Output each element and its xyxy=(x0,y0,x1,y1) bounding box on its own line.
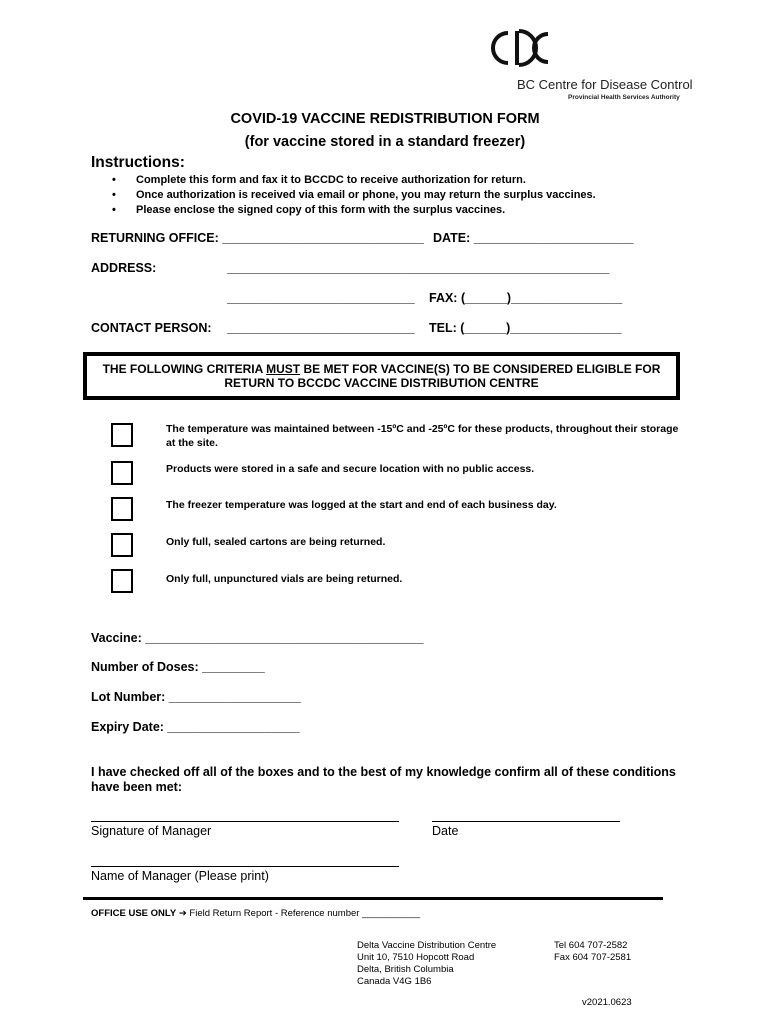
number-of-doses-field[interactable]: Number of Doses: _________ xyxy=(91,660,265,674)
instructions-heading: Instructions: xyxy=(91,154,185,171)
address-line: Canada V4G 1B6 xyxy=(357,976,432,987)
criteria-checkbox-cartons[interactable] xyxy=(111,533,133,557)
distribution-centre-address xyxy=(357,940,496,988)
arrow-right-icon: ➔ xyxy=(178,908,187,919)
criteria-item-storage: Products were stored in a safe and secure location with no public access. xyxy=(166,463,535,475)
centre-tel: Tel 604 707-2582 xyxy=(554,940,628,951)
criteria-heading-box xyxy=(83,352,680,400)
tel-field[interactable]: TEL: (______)________________ xyxy=(429,321,622,335)
manager-name-label: Name of Manager (Please print) xyxy=(91,869,269,883)
vaccine-field[interactable]: Vaccine: ________________________________________ xyxy=(91,631,424,645)
footer-divider xyxy=(83,897,663,900)
instruction-item: • Once authorization is received via email or phone, you may return the surplus vaccines. xyxy=(112,188,596,203)
contact-person-label: CONTACT PERSON: xyxy=(91,321,212,335)
criteria-checkbox-temperature[interactable] xyxy=(111,423,133,447)
address-line: Delta Vaccine Distribution Centre xyxy=(357,940,497,951)
lot-number-field[interactable]: Lot Number: ___________________ xyxy=(91,690,301,704)
logo-subtitle: Provincial Health Services Authority xyxy=(568,94,680,101)
signature-date-label: Date xyxy=(432,824,459,838)
signature-date-line[interactable] xyxy=(432,821,620,822)
criteria-item-vials: Only full, unpunctured vials are being returned. xyxy=(166,573,403,585)
form-subtitle: (for vaccine stored in a standard freezer) xyxy=(244,134,526,150)
criteria-item-temperature: The temperature was maintained between -15ºC and -25ºC for these products, throughout their storage at the site. xyxy=(166,423,679,449)
confirmation-statement: I have checked off all of the boxes and to the best of my knowledge confirm all of these conditions have been met: xyxy=(91,765,676,794)
bccdc-logo xyxy=(486,28,562,68)
instructions-list xyxy=(112,173,596,218)
signature-label: Signature of Manager xyxy=(91,824,212,838)
contact-numbers xyxy=(554,940,631,964)
criteria-heading: THE FOLLOWING CRITERIA MUST BE MET FOR VACCINE(S) TO BE CONSIDERED ELIGIBLE FOR RETURN TO BCCDC VACCINE DISTRIBUTION CENTRE xyxy=(102,362,661,390)
address-line: Unit 10, 7510 Hopcott Road xyxy=(357,952,475,963)
criteria-checkbox-log[interactable] xyxy=(111,497,133,521)
form-version: v2021.0623 xyxy=(582,997,632,1008)
office-use-line xyxy=(91,908,420,919)
instruction-item: • Complete this form and fax it to BCCDC to receive authorization for return. xyxy=(112,173,596,188)
logo-org-name: BC Centre for Disease Control xyxy=(517,77,693,92)
returning-office-field[interactable]: RETURNING OFFICE: _____________________________ xyxy=(91,231,424,245)
criteria-checkbox-storage[interactable] xyxy=(111,461,133,485)
address-line-2[interactable]: ___________________________ xyxy=(227,291,415,305)
criteria-checkbox-vials[interactable] xyxy=(111,569,133,593)
date-field[interactable]: DATE: _______________________ xyxy=(433,231,634,245)
office-use-label: OFFICE USE ONLY xyxy=(91,908,177,919)
criteria-item-cartons: Only full, sealed cartons are being returned. xyxy=(166,536,386,548)
criteria-item-log: The freezer temperature was logged at the start and end of each business day. xyxy=(166,499,557,511)
expiry-date-field[interactable]: Expiry Date: ___________________ xyxy=(91,720,300,734)
address-line: Delta, British Columbia xyxy=(357,964,454,975)
instruction-item: • Please enclose the signed copy of this form with the surplus vaccines. xyxy=(112,203,596,218)
address-line-1[interactable]: _______________________________________________________ xyxy=(227,261,610,275)
signature-line[interactable] xyxy=(91,821,399,822)
form-title: COVID-19 VACCINE REDISTRIBUTION FORM xyxy=(230,111,540,127)
must-emphasis: MUST xyxy=(266,362,301,376)
reference-number-field[interactable]: Field Return Report - Reference number ___________ xyxy=(189,908,421,919)
manager-name-line[interactable] xyxy=(91,866,399,867)
contact-person-field[interactable]: ___________________________ xyxy=(227,321,415,335)
cdc-logo-icon xyxy=(486,28,562,68)
fax-field[interactable]: FAX: (______)________________ xyxy=(429,291,623,305)
address-label: ADDRESS: xyxy=(91,261,157,275)
centre-fax: Fax 604 707-2581 xyxy=(554,952,632,963)
